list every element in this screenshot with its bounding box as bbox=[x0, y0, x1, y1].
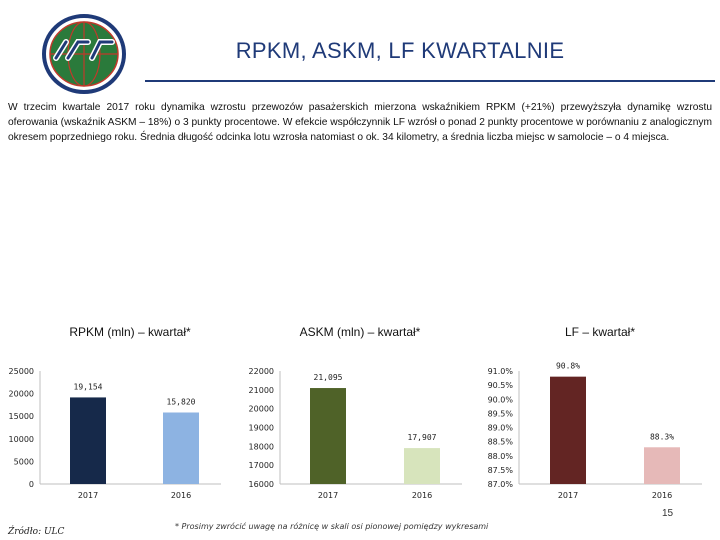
lf-data-label: 88.3% bbox=[649, 432, 675, 442]
askm-y-tick-label: 16000 bbox=[248, 480, 274, 489]
page-title: RPKM, ASKM, LF KWARTALNIE bbox=[235, 38, 565, 63]
askm-bar-2016 bbox=[404, 448, 440, 484]
lf-chart-title: LF – kwartał* bbox=[564, 325, 636, 339]
rpkm-y-tick-label: 25000 bbox=[8, 367, 34, 376]
lf-y-tick-label: 87.0% bbox=[487, 480, 513, 489]
askm-y-tick-label: 20000 bbox=[248, 404, 274, 414]
lf-bar-2016 bbox=[644, 447, 680, 484]
askm-y-tick-label: 18000 bbox=[248, 442, 274, 452]
askm-data-label: 21,095 bbox=[313, 373, 343, 383]
askm-data-label: 17,907 bbox=[407, 433, 437, 443]
lf-y-tick-label: 90.5% bbox=[487, 381, 513, 391]
rpkm-y-tick-label: 0 bbox=[28, 480, 34, 489]
rpkm-y-tick-label: 10000 bbox=[8, 434, 34, 444]
askm-y-tick-label: 19000 bbox=[248, 423, 274, 433]
askm-y-tick-label: 22000 bbox=[248, 367, 274, 376]
lf-y-tick-label: 88.0% bbox=[487, 451, 513, 461]
source-note: Źródło: ULC bbox=[8, 527, 65, 537]
askm-y-tick-label: 21000 bbox=[248, 385, 274, 395]
lf-y-tick-label: 91.0% bbox=[487, 367, 513, 376]
page-number: 15 bbox=[662, 508, 674, 519]
lf-y-tick-label: 87.5% bbox=[487, 465, 513, 475]
rpkm-bar-2017 bbox=[70, 397, 106, 484]
rpkm-y-tick-label: 5000 bbox=[13, 457, 34, 467]
lf-x-tick-label: 2017 bbox=[557, 491, 579, 500]
lf-y-tick-label: 89.0% bbox=[487, 423, 513, 433]
askm-bar-2017 bbox=[310, 388, 346, 484]
lf-x-tick-label: 2016 bbox=[651, 491, 673, 500]
lf-y-tick-label: 88.5% bbox=[487, 437, 513, 447]
askm-x-tick-label: 2016 bbox=[411, 491, 433, 500]
rpkm-data-label: 19,154 bbox=[73, 382, 103, 392]
rpkm-x-tick-label: 2017 bbox=[77, 491, 99, 500]
askm-x-tick-label: 2017 bbox=[317, 491, 339, 500]
rpkm-x-tick-label: 2016 bbox=[170, 491, 192, 500]
rpkm-chart-title: RPKM (mln) – kwartał* bbox=[69, 325, 191, 339]
rpkm-bar-2016 bbox=[163, 412, 199, 484]
askm-y-tick-label: 17000 bbox=[248, 461, 274, 471]
rpkm-y-tick-label: 15000 bbox=[8, 412, 34, 422]
lf-bar-2017 bbox=[550, 377, 586, 484]
scale-footnote: * Prosimy zwrócić uwagę na różnicę w skali osi pionowej pomiędzy wykresami bbox=[175, 522, 489, 531]
summary-paragraph: W trzecim kwartale 2017 roku dynamika wzrostu przewozów pasażerskich mierzona wskaźnikiem RPKM (+21%) przewyższyła dynamikę wzrostu oferowania (wskaźnik ASKM – 18%) o 3 punkty procentowe. W efekcie współczynnik LF wzrósł o ponad 2 punkty procentowe w porównaniu z analogicznym okresem poprzedniego roku. Średnia długość odcinka lotu wzrosła natomiast o ok. 34 kilometry, a średnia liczba miejsc w samolocie – o 4 miejsca. bbox=[8, 102, 712, 143]
lf-y-tick-label: 90.0% bbox=[487, 395, 513, 405]
rpkm-y-tick-label: 20000 bbox=[8, 389, 34, 399]
lf-y-tick-label: 89.5% bbox=[487, 409, 513, 419]
askm-chart-title: ASKM (mln) – kwartał* bbox=[299, 325, 421, 339]
rpkm-data-label: 15,820 bbox=[166, 397, 196, 407]
lf-data-label: 90.8% bbox=[555, 361, 581, 371]
